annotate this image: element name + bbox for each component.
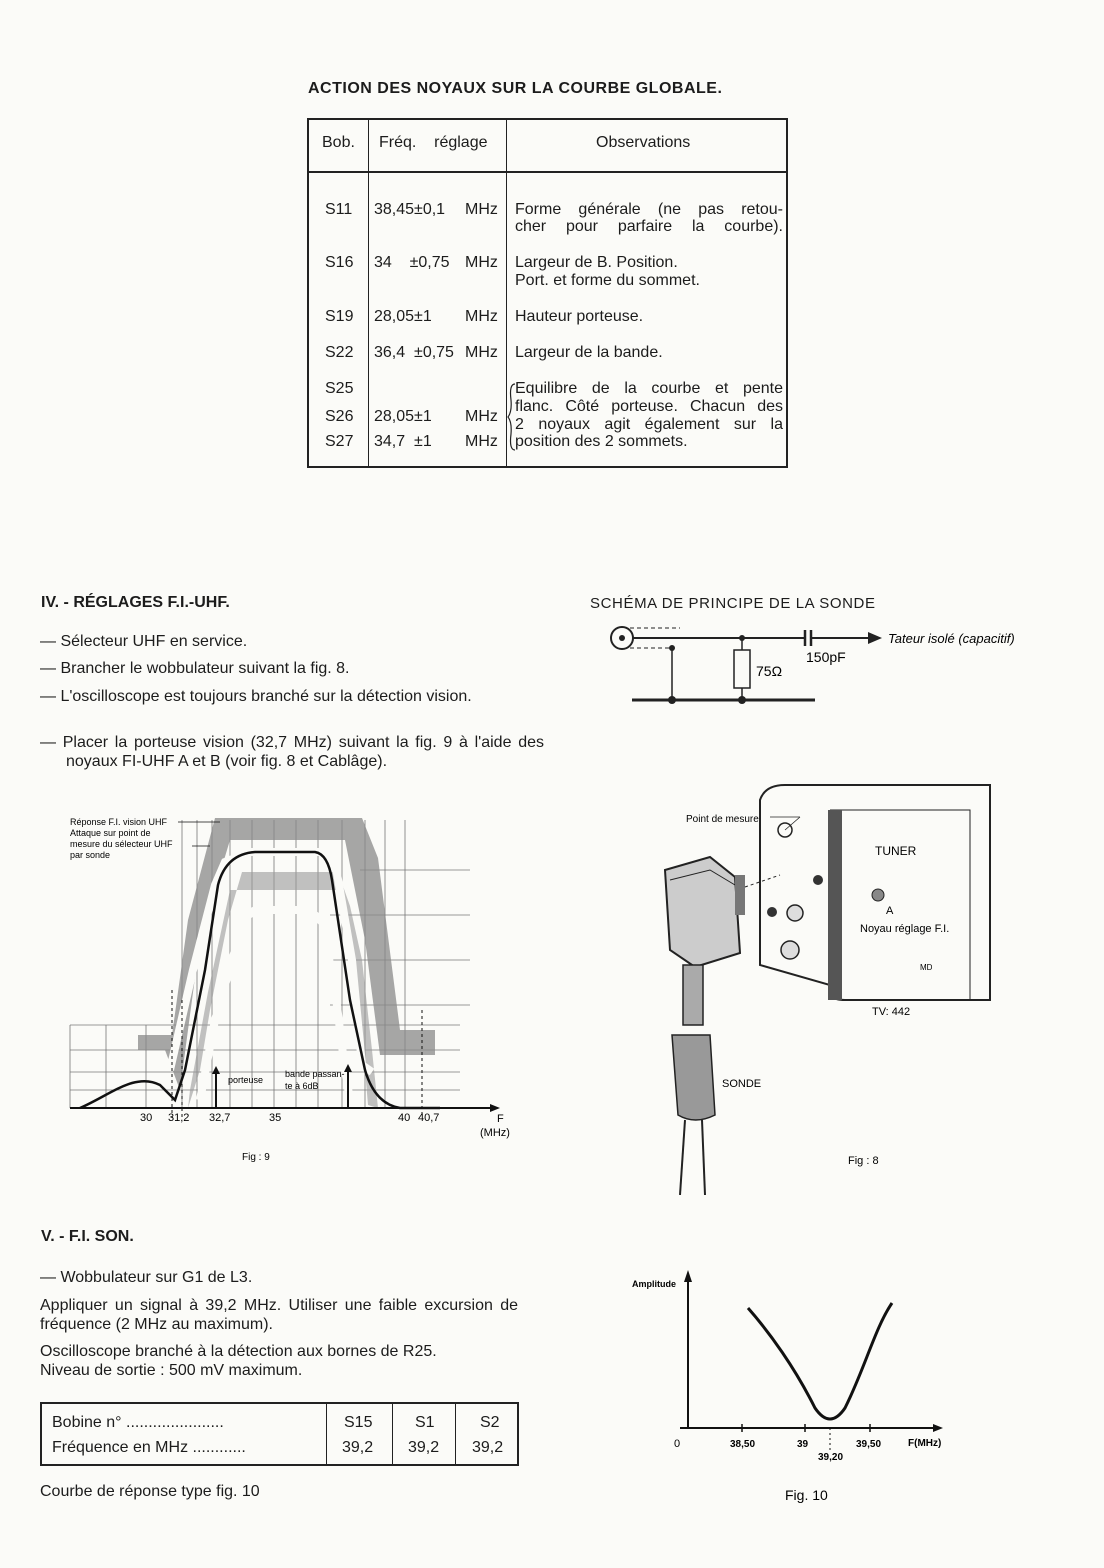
row-unit: MHz: [465, 308, 498, 325]
fig10-marker: 39,20: [818, 1452, 844, 1463]
col-divider: [392, 1404, 393, 1464]
section4-item: — Placer la porteuse vision (32,7 MHz) suivant la fig. 9 à l'aide des noyaux FI-UHF A et B (voir fig. 8 et Cablâge).: [40, 734, 544, 770]
fig9-tick: 40: [398, 1112, 411, 1124]
section4-item: — L'oscilloscope est toujours branché sur la détection vision.: [40, 688, 472, 705]
fig9-axis-unit: (MHz): [480, 1127, 510, 1139]
section-title: ACTION DES NOYAUX SUR LA COURBE GLOBALE.: [308, 80, 723, 97]
row-observation: cher pour parfaire la courbe).: [515, 218, 783, 235]
row-observation: position des 2 sommets.: [515, 433, 688, 450]
fig8-tuner-illustration: [640, 775, 1040, 1195]
probe-schematic: [600, 618, 1080, 718]
row-observation: 2 noyaux agit également sur la: [515, 416, 783, 433]
col-divider: [326, 1404, 327, 1464]
section5-paragraph: Appliquer un signal à 39,2 MHz. Utiliser une faible excursion de fréquence (2 MHz au maximum).: [40, 1297, 518, 1333]
fig9-tick: 31,2: [168, 1112, 190, 1124]
row-bob: S11: [325, 201, 353, 218]
row-unit: MHz: [465, 344, 498, 361]
fig9-tick: 35: [269, 1112, 282, 1124]
header-freq: Fréq. réglage: [379, 134, 488, 151]
row-unit: MHz: [465, 201, 498, 218]
son-row1-label: Bobine n° ......................: [52, 1414, 224, 1431]
fig10-ylabel: Amplitude: [632, 1279, 676, 1289]
row-unit: MHz: [465, 433, 498, 450]
row-observation: Largeur de B. Position.: [515, 254, 678, 271]
row-unit: MHz: [465, 254, 498, 271]
son-row2-label: Fréquence en MHz ............: [52, 1439, 246, 1456]
fig9-carrier-annotation: porteuse: [228, 1075, 264, 1085]
row-bob: S27: [325, 433, 354, 450]
section5-title: V. - F.I. SON.: [41, 1228, 134, 1245]
capacitor-label: 150pF: [806, 649, 846, 665]
row-bob: S22: [325, 344, 354, 361]
fig9-axis-label: F: [497, 1113, 504, 1125]
son-bob: S15: [344, 1414, 373, 1431]
fig10-origin: 0: [674, 1438, 681, 1450]
fig9-band-annotation: te à 6dB: [285, 1081, 319, 1091]
row-freq: 34 ±0,75: [374, 254, 450, 271]
row-bob: S26: [325, 408, 354, 425]
row-observation: flanc. Côté porteuse. Chacun des: [515, 398, 783, 415]
fig10-response-chart: [630, 1268, 970, 1508]
fig9-legend-line: mesure du sélecteur UHF: [70, 839, 173, 849]
col-divider: [455, 1404, 456, 1464]
fig8-a-label: A: [886, 905, 894, 917]
section4-title: IV. - RÉGLAGES F.I.-UHF.: [41, 594, 230, 611]
fig9-tick: 40,7: [418, 1112, 440, 1124]
fig9-tick: 32,7: [209, 1112, 231, 1124]
row-observation: Forme générale (ne pas retou-: [515, 201, 783, 218]
coil-table: [307, 118, 788, 468]
son-bob: S2: [480, 1414, 500, 1431]
fig10-caption: Fig. 10: [785, 1487, 828, 1503]
row-bob: S25: [325, 380, 354, 397]
header-observations: Observations: [596, 134, 691, 151]
probe-label: Tateur isolé (capacitif): [888, 631, 1015, 646]
header-rule: [309, 171, 786, 173]
fig9-legend-line: par sonde: [70, 850, 111, 860]
son-freq: 39,2: [408, 1439, 440, 1456]
row-freq: 38,45±0,1: [374, 201, 446, 218]
row-freq: 36,4 ±0,75: [374, 344, 454, 361]
fig10-tick: 38,50: [730, 1439, 756, 1450]
fig9-caption: Fig : 9: [242, 1152, 270, 1163]
fig9-tick: 30: [140, 1112, 153, 1124]
fig10-tick: 39,50: [856, 1439, 882, 1450]
fig8-ref-label: TV: 442: [872, 1006, 911, 1018]
section5-line: — Wobbulateur sur G1 de L3.: [40, 1269, 253, 1286]
row-observation: Largeur de la bande.: [515, 344, 663, 361]
fig8-noyau-label: Noyau réglage F.I.: [860, 923, 950, 935]
fig8-caption: Fig : 8: [848, 1155, 879, 1167]
son-freq: 39,2: [472, 1439, 504, 1456]
header-bob: Bob.: [322, 134, 355, 151]
fig9-legend-line: Réponse F.I. vision UHF: [70, 817, 168, 827]
fig9-band-annotation: bande passan-: [285, 1069, 345, 1079]
row-observation: Equilibre de la courbe et pente: [515, 380, 783, 397]
row-observation: Hauteur porteuse.: [515, 308, 644, 325]
row-freq: 34,7 ±1: [374, 433, 432, 450]
brace-icon: [507, 382, 517, 452]
fig8-point-label: Point de mesure: [686, 814, 759, 825]
section4-item: — Sélecteur UHF en service.: [40, 633, 248, 650]
row-freq: 28,05±1: [374, 408, 432, 425]
schema-title: SCHÉMA DE PRINCIPE DE LA SONDE: [590, 595, 876, 612]
son-bob: S1: [415, 1414, 435, 1431]
section5-footer: Courbe de réponse type fig. 10: [40, 1483, 260, 1500]
fig8-md-label: MD: [920, 963, 933, 972]
section5-paragraph: Oscilloscope branché à la détection aux bornes de R25.: [40, 1343, 437, 1360]
fig10-tick: 39: [797, 1439, 809, 1450]
fig9-response-chart: [60, 810, 530, 1170]
fig9-legend-line: Attaque sur point de: [70, 828, 151, 838]
row-bob: S19: [325, 308, 354, 325]
son-freq: 39,2: [342, 1439, 374, 1456]
section5-paragraph: Niveau de sortie : 500 mV maximum.: [40, 1362, 303, 1379]
row-observation: Port. et forme du sommet.: [515, 272, 700, 289]
row-bob: S16: [325, 254, 354, 271]
son-table: [40, 1402, 519, 1466]
fig10-xlabel: F(MHz): [908, 1438, 942, 1449]
row-freq: 28,05±1: [374, 308, 432, 325]
section4-item: — Brancher le wobbulateur suivant la fig. 8.: [40, 660, 350, 677]
fig8-sonde-label: SONDE: [722, 1078, 762, 1090]
fig8-tuner-label: TUNER: [875, 844, 917, 858]
resistor-label: 75Ω: [756, 663, 783, 679]
row-unit: MHz: [465, 408, 498, 425]
